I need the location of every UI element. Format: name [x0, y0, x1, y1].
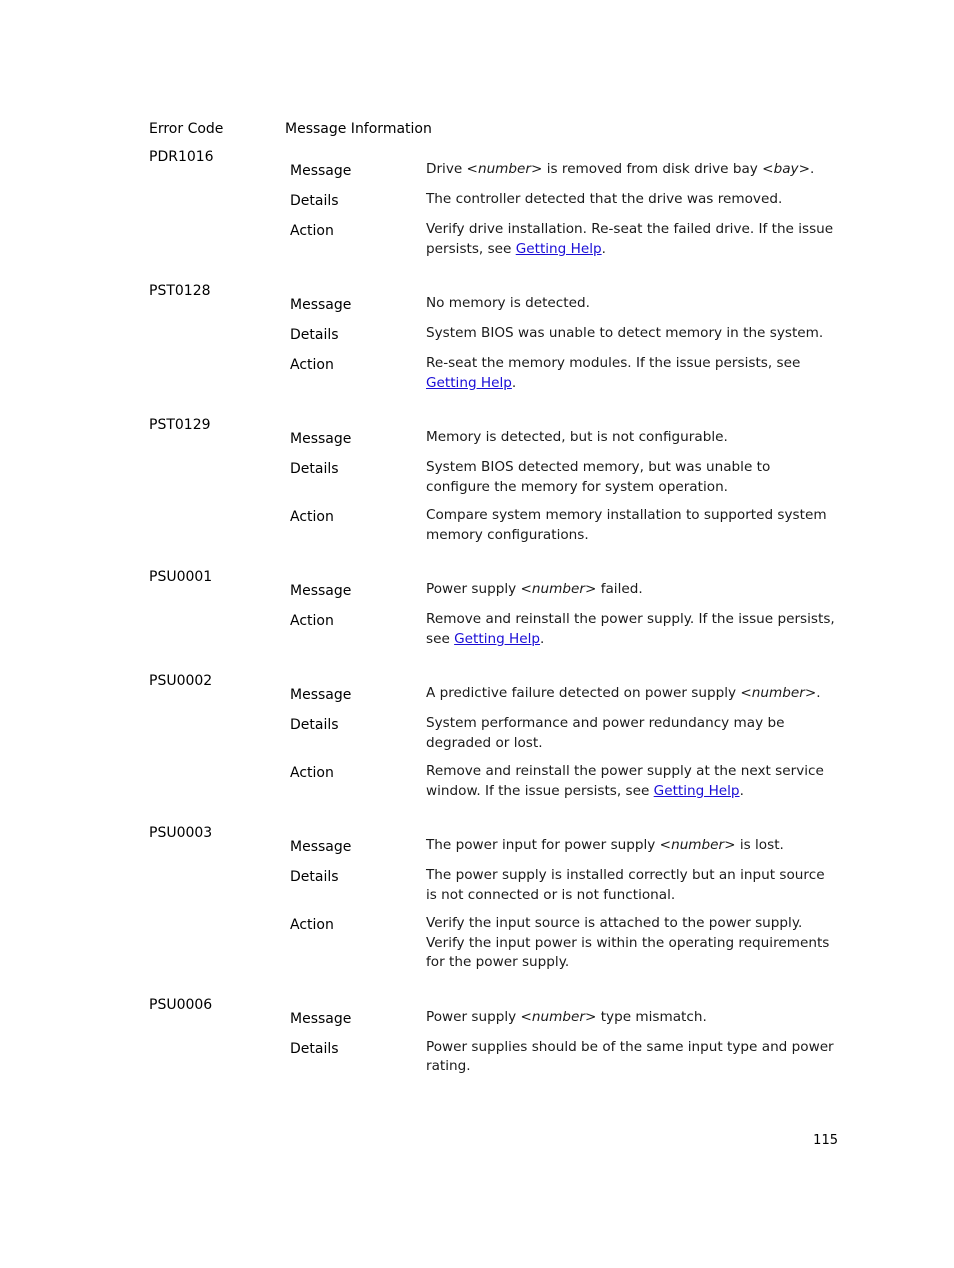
field-label: Action — [290, 357, 334, 373]
message-information — [149, 415, 839, 545]
field-label: Action — [290, 223, 334, 239]
value-text: System performance and power redundancy may be degraded or lost. — [426, 715, 785, 751]
field-row-action — [149, 220, 839, 259]
field-label: Details — [290, 461, 339, 477]
field-label: Action — [290, 765, 334, 781]
field-value — [426, 836, 836, 857]
field-value — [426, 684, 836, 705]
field-label: Message — [290, 687, 352, 703]
getting-help-link[interactable]: Getting Help — [426, 374, 512, 391]
error-code: PST0128 — [149, 283, 211, 299]
field-value — [426, 1008, 836, 1029]
field-label: Details — [290, 869, 339, 885]
field-row-message — [149, 836, 839, 857]
value-text: Re-seat the memory modules. If the issue persists, see — [426, 355, 801, 371]
value-text: . — [511, 374, 517, 391]
field-value — [426, 714, 836, 753]
placeholder-variable: number — [751, 685, 805, 701]
value-text: Verify drive installation. Re-seat the failed drive. If the issue persists, see — [426, 221, 834, 257]
field-value — [426, 580, 836, 601]
field-label: Message — [290, 431, 352, 447]
value-text: > failed. — [584, 581, 643, 597]
value-text: . — [601, 240, 606, 257]
value-text: The controller detected that the drive was removed. — [426, 191, 783, 207]
header-message-information: Message Information — [285, 121, 432, 137]
error-code: PSU0006 — [149, 996, 213, 1013]
message-information — [149, 671, 839, 801]
header-error-code: Error Code — [149, 121, 224, 137]
placeholder-variable: number — [671, 837, 725, 853]
field-row-action — [149, 914, 839, 973]
table-header — [149, 119, 849, 139]
value-text: > type mismatch. — [584, 1008, 707, 1025]
value-text: The power supply is installed correctly but an input source is not connected or is not functional. — [426, 867, 825, 903]
value-text: Compare system memory installation to supported system memory configurations. — [426, 507, 827, 543]
field-label: Details — [290, 193, 339, 209]
value-text: Drive < — [426, 161, 478, 177]
value-text: . — [540, 630, 545, 647]
error-code: PST0129 — [149, 417, 211, 433]
field-label: Message — [290, 839, 352, 855]
value-text: Memory is detected, but is not configurable. — [426, 429, 728, 445]
field-row-details — [149, 866, 839, 905]
field-label: Action — [290, 613, 334, 629]
field-row-message — [149, 1008, 839, 1029]
field-value — [426, 1038, 836, 1077]
message-information — [149, 147, 839, 259]
field-value — [426, 354, 836, 393]
field-label: Message — [290, 297, 352, 313]
field-label: Message — [290, 583, 352, 599]
field-row-action — [149, 354, 839, 393]
field-row-action — [149, 610, 839, 649]
value-text: Power supply < — [426, 581, 532, 597]
error-code: PDR1016 — [149, 149, 214, 165]
value-text: Power supply < — [426, 1008, 532, 1025]
error-entry — [149, 415, 839, 545]
value-text: No memory is detected. — [426, 295, 590, 311]
value-text: System BIOS was unable to detect memory in the system. — [426, 325, 824, 341]
field-label: Action — [290, 509, 334, 525]
field-value — [426, 220, 836, 259]
field-value — [426, 610, 836, 649]
field-label: Details — [290, 1040, 339, 1057]
error-code: PSU0001 — [149, 569, 213, 585]
field-label: Message — [290, 163, 352, 179]
field-row-message — [149, 160, 839, 181]
value-text: >. — [804, 685, 821, 701]
field-value — [426, 914, 836, 973]
field-row-message — [149, 294, 839, 315]
error-code-list — [149, 147, 839, 1099]
value-text: A predictive failure detected on power supply < — [426, 685, 752, 701]
value-text: Remove and reinstall the power supply at the next service window. If the issue persists, see — [426, 763, 824, 799]
field-label: Details — [290, 327, 339, 343]
placeholder-variable: number — [477, 161, 532, 177]
error-entry — [149, 671, 839, 801]
placeholder-variable: bay — [773, 161, 799, 177]
placeholder-variable: number — [531, 581, 585, 597]
field-label: Message — [290, 1010, 352, 1027]
field-row-message — [149, 428, 839, 449]
message-information — [149, 823, 839, 973]
value-text: > is lost. — [724, 837, 784, 853]
page-number: 115 — [813, 1133, 838, 1148]
field-label: Action — [290, 917, 334, 933]
field-value — [426, 160, 836, 181]
error-entry — [149, 567, 839, 649]
field-value — [426, 294, 836, 315]
getting-help-link[interactable]: Getting Help — [653, 782, 740, 799]
field-row-details — [149, 324, 839, 345]
value-text: The power input for power supply < — [426, 837, 672, 853]
field-value — [426, 866, 836, 905]
field-value — [426, 428, 836, 449]
error-entry — [149, 281, 839, 393]
field-row-details — [149, 1038, 839, 1077]
value-text: Remove and reinstall the power supply. If the issue persists, see — [426, 611, 835, 647]
field-value — [426, 506, 836, 545]
message-information — [149, 281, 839, 393]
field-label: Details — [290, 717, 339, 733]
value-text: Power supplies should be of the same input type and power rating. — [426, 1038, 834, 1074]
field-row-details — [149, 190, 839, 211]
field-row-details — [149, 714, 839, 753]
getting-help-link[interactable]: Getting Help — [454, 630, 541, 647]
field-value — [426, 324, 836, 345]
field-row-action — [149, 506, 839, 545]
error-entry — [149, 823, 839, 973]
field-row-message — [149, 684, 839, 705]
value-text: System BIOS detected memory, but was unable to configure the memory for system operation. — [426, 459, 771, 495]
message-information — [149, 995, 839, 1077]
value-text: >. — [798, 161, 815, 177]
error-entry — [149, 147, 839, 259]
field-value — [426, 458, 836, 497]
value-text: Verify the input source is attached to the power supply. Verify the input power is within the operating requirements for the power supply. — [426, 915, 830, 970]
error-code: PSU0002 — [149, 673, 213, 689]
value-text: > is removed from disk drive bay < — [531, 161, 774, 177]
field-row-message — [149, 580, 839, 601]
field-value — [426, 190, 836, 211]
message-information — [149, 567, 839, 649]
placeholder-variable: number — [531, 1008, 585, 1025]
field-row-action — [149, 762, 839, 801]
value-text: . — [739, 782, 744, 799]
field-row-details — [149, 458, 839, 497]
error-entry — [149, 995, 839, 1077]
error-code: PSU0003 — [149, 825, 213, 841]
field-value — [426, 762, 836, 801]
getting-help-link[interactable]: Getting Help — [515, 240, 602, 257]
